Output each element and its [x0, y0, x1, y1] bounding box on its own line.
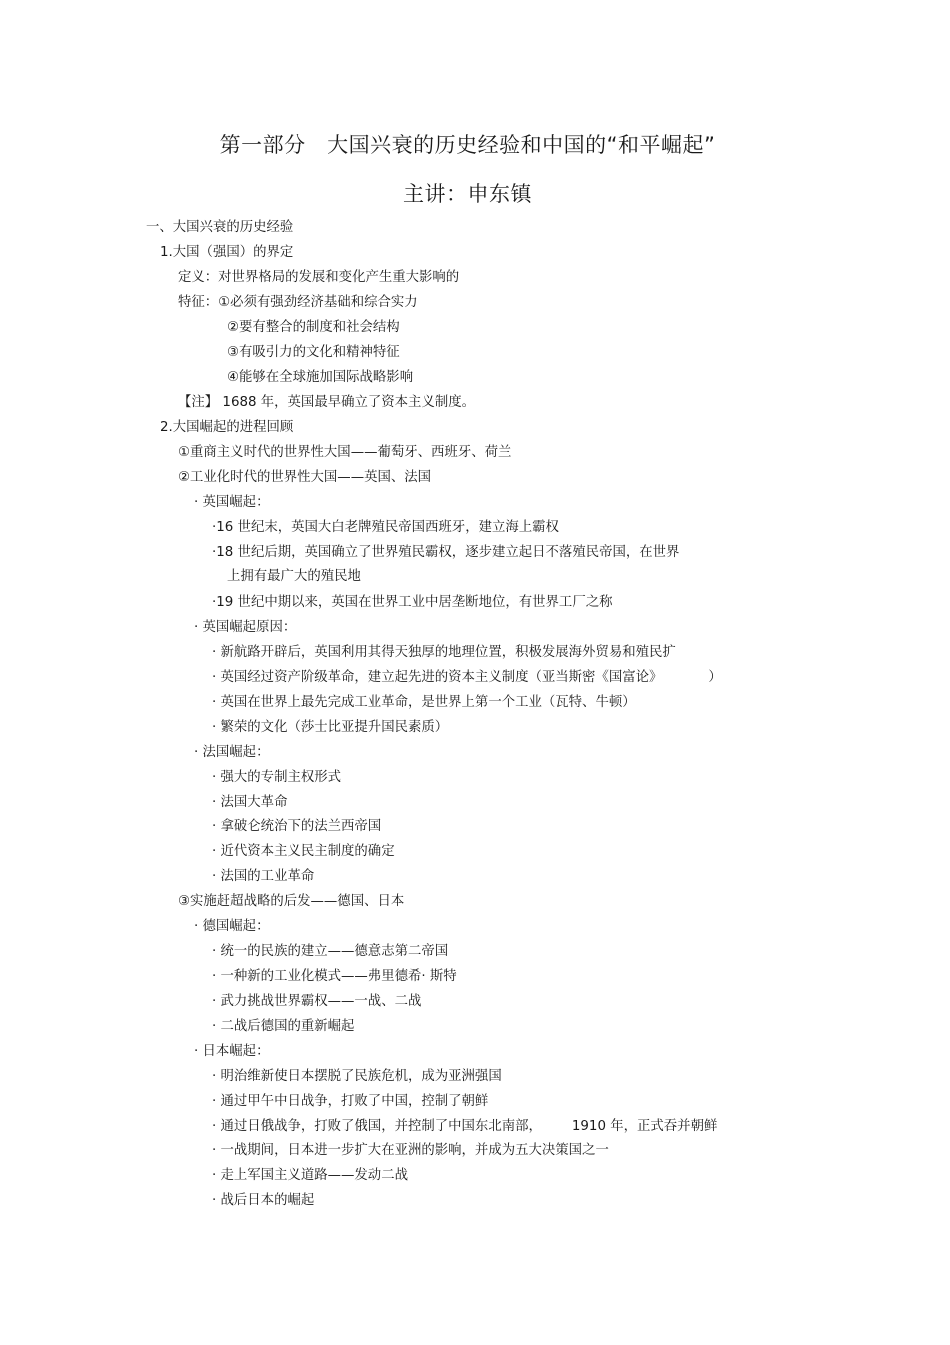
list-item: ③有吸引力的文化和精神特征	[227, 345, 400, 360]
list-item: ②要有整合的制度和社会结构	[227, 320, 400, 335]
list-item: ·16 世纪末，英国大白老牌殖民帝国西班牙，建立海上霸权	[212, 520, 559, 535]
list-item: ③实施赶超战略的后发——德国、日本	[178, 894, 405, 909]
list-item: · 拿破仑统治下的法兰西帝国	[212, 819, 382, 834]
list-item	[212, 1118, 717, 1136]
list-item: ②工业化时代的世界性大国——英国、法国	[178, 470, 432, 485]
list-item: · 走上军国主义道路——发动二战	[212, 1168, 408, 1183]
list-item: · 战后日本的崛起	[212, 1193, 315, 1208]
list-item-text: ）	[708, 670, 722, 685]
list-item: · 通过甲午中日战争，打败了中国，控制了朝鲜	[212, 1094, 489, 1109]
list-item: · 一战期间，日本进一步扩大在亚洲的影响，并成为五大决策国之一	[212, 1143, 609, 1158]
list-item: ④能够在全球施加国际战略影响	[227, 370, 414, 385]
list-item: · 英国崛起原因：	[194, 620, 297, 635]
note-line: 【注】 1688 年，英国最早确立了资本主义制度。	[178, 395, 476, 410]
list-item: · 近代资本主义民主制度的确定	[212, 844, 395, 859]
page-title: 第一部分 大国兴衰的历史经验和中国的“和平崛起”	[219, 133, 716, 157]
list-item: · 明治维新使日本摆脱了民族危机，成为亚洲强国	[212, 1069, 502, 1084]
lecturer-line: 主讲：申东镇	[403, 182, 532, 206]
list-item: · 武力挑战世界霸权——一战、二战	[212, 994, 422, 1009]
list-item: 特征：①必须有强劲经济基础和综合实力	[178, 295, 418, 310]
list-item: · 二战后德国的重新崛起	[212, 1019, 355, 1034]
list-item: ①重商主义时代的世界性大国——葡萄牙、西班牙、荷兰	[178, 445, 512, 460]
list-item: · 统一的民族的建立——德意志第二帝国	[212, 944, 449, 959]
list-item: · 法国的工业革命	[212, 869, 315, 884]
list-item: · 英国在世界上最先完成工业革命，是世界上第一个工业（瓦特、牛顿）	[212, 695, 636, 710]
subsection-heading: 2.大国崛起的进程回顾	[160, 420, 294, 435]
list-item-text: 1910 年，正式吞并朝鲜	[571, 1119, 718, 1134]
list-item-text: · 通过日俄战争，打败了俄国，并控制了中国东北南部，	[212, 1119, 542, 1134]
section-heading: 一、大国兴衰的历史经验	[146, 220, 294, 235]
list-item: · 法国大革命	[212, 795, 288, 810]
list-item: · 法国崛起：	[194, 745, 270, 760]
list-item: · 强大的专制主权形式	[212, 770, 342, 785]
list-item: · 德国崛起：	[194, 919, 270, 934]
subsection-heading: 1.大国（强国）的界定	[160, 245, 294, 260]
list-item: · 英国崛起：	[194, 495, 270, 510]
list-item: 定义：对世界格局的发展和变化产生重大影响的	[178, 270, 460, 285]
list-item: ·19 世纪中期以来，英国在世界工业中居垄断地位，有世界工厂之称	[212, 595, 613, 610]
list-item: · 日本崛起：	[194, 1044, 270, 1059]
list-item: · 新航路开辟后，英国利用其得天独厚的地理位置，积极发展海外贸易和殖民扩	[212, 645, 676, 660]
list-item-text: · 英国经过资产阶级革命，建立起先进的资本主义制度（亚当斯密《国富论》	[212, 670, 663, 685]
list-item: · 繁荣的文化（莎士比亚提升国民素质）	[212, 720, 449, 735]
list-item	[212, 669, 722, 687]
list-item: · 一种新的工业化模式——弗里德希· 斯特	[212, 969, 457, 984]
list-item: ·18 世纪后期，英国确立了世界殖民霸权，逐步建立起日不落殖民帝国，在世界	[212, 545, 680, 560]
list-item: 上拥有最广大的殖民地	[227, 569, 361, 584]
